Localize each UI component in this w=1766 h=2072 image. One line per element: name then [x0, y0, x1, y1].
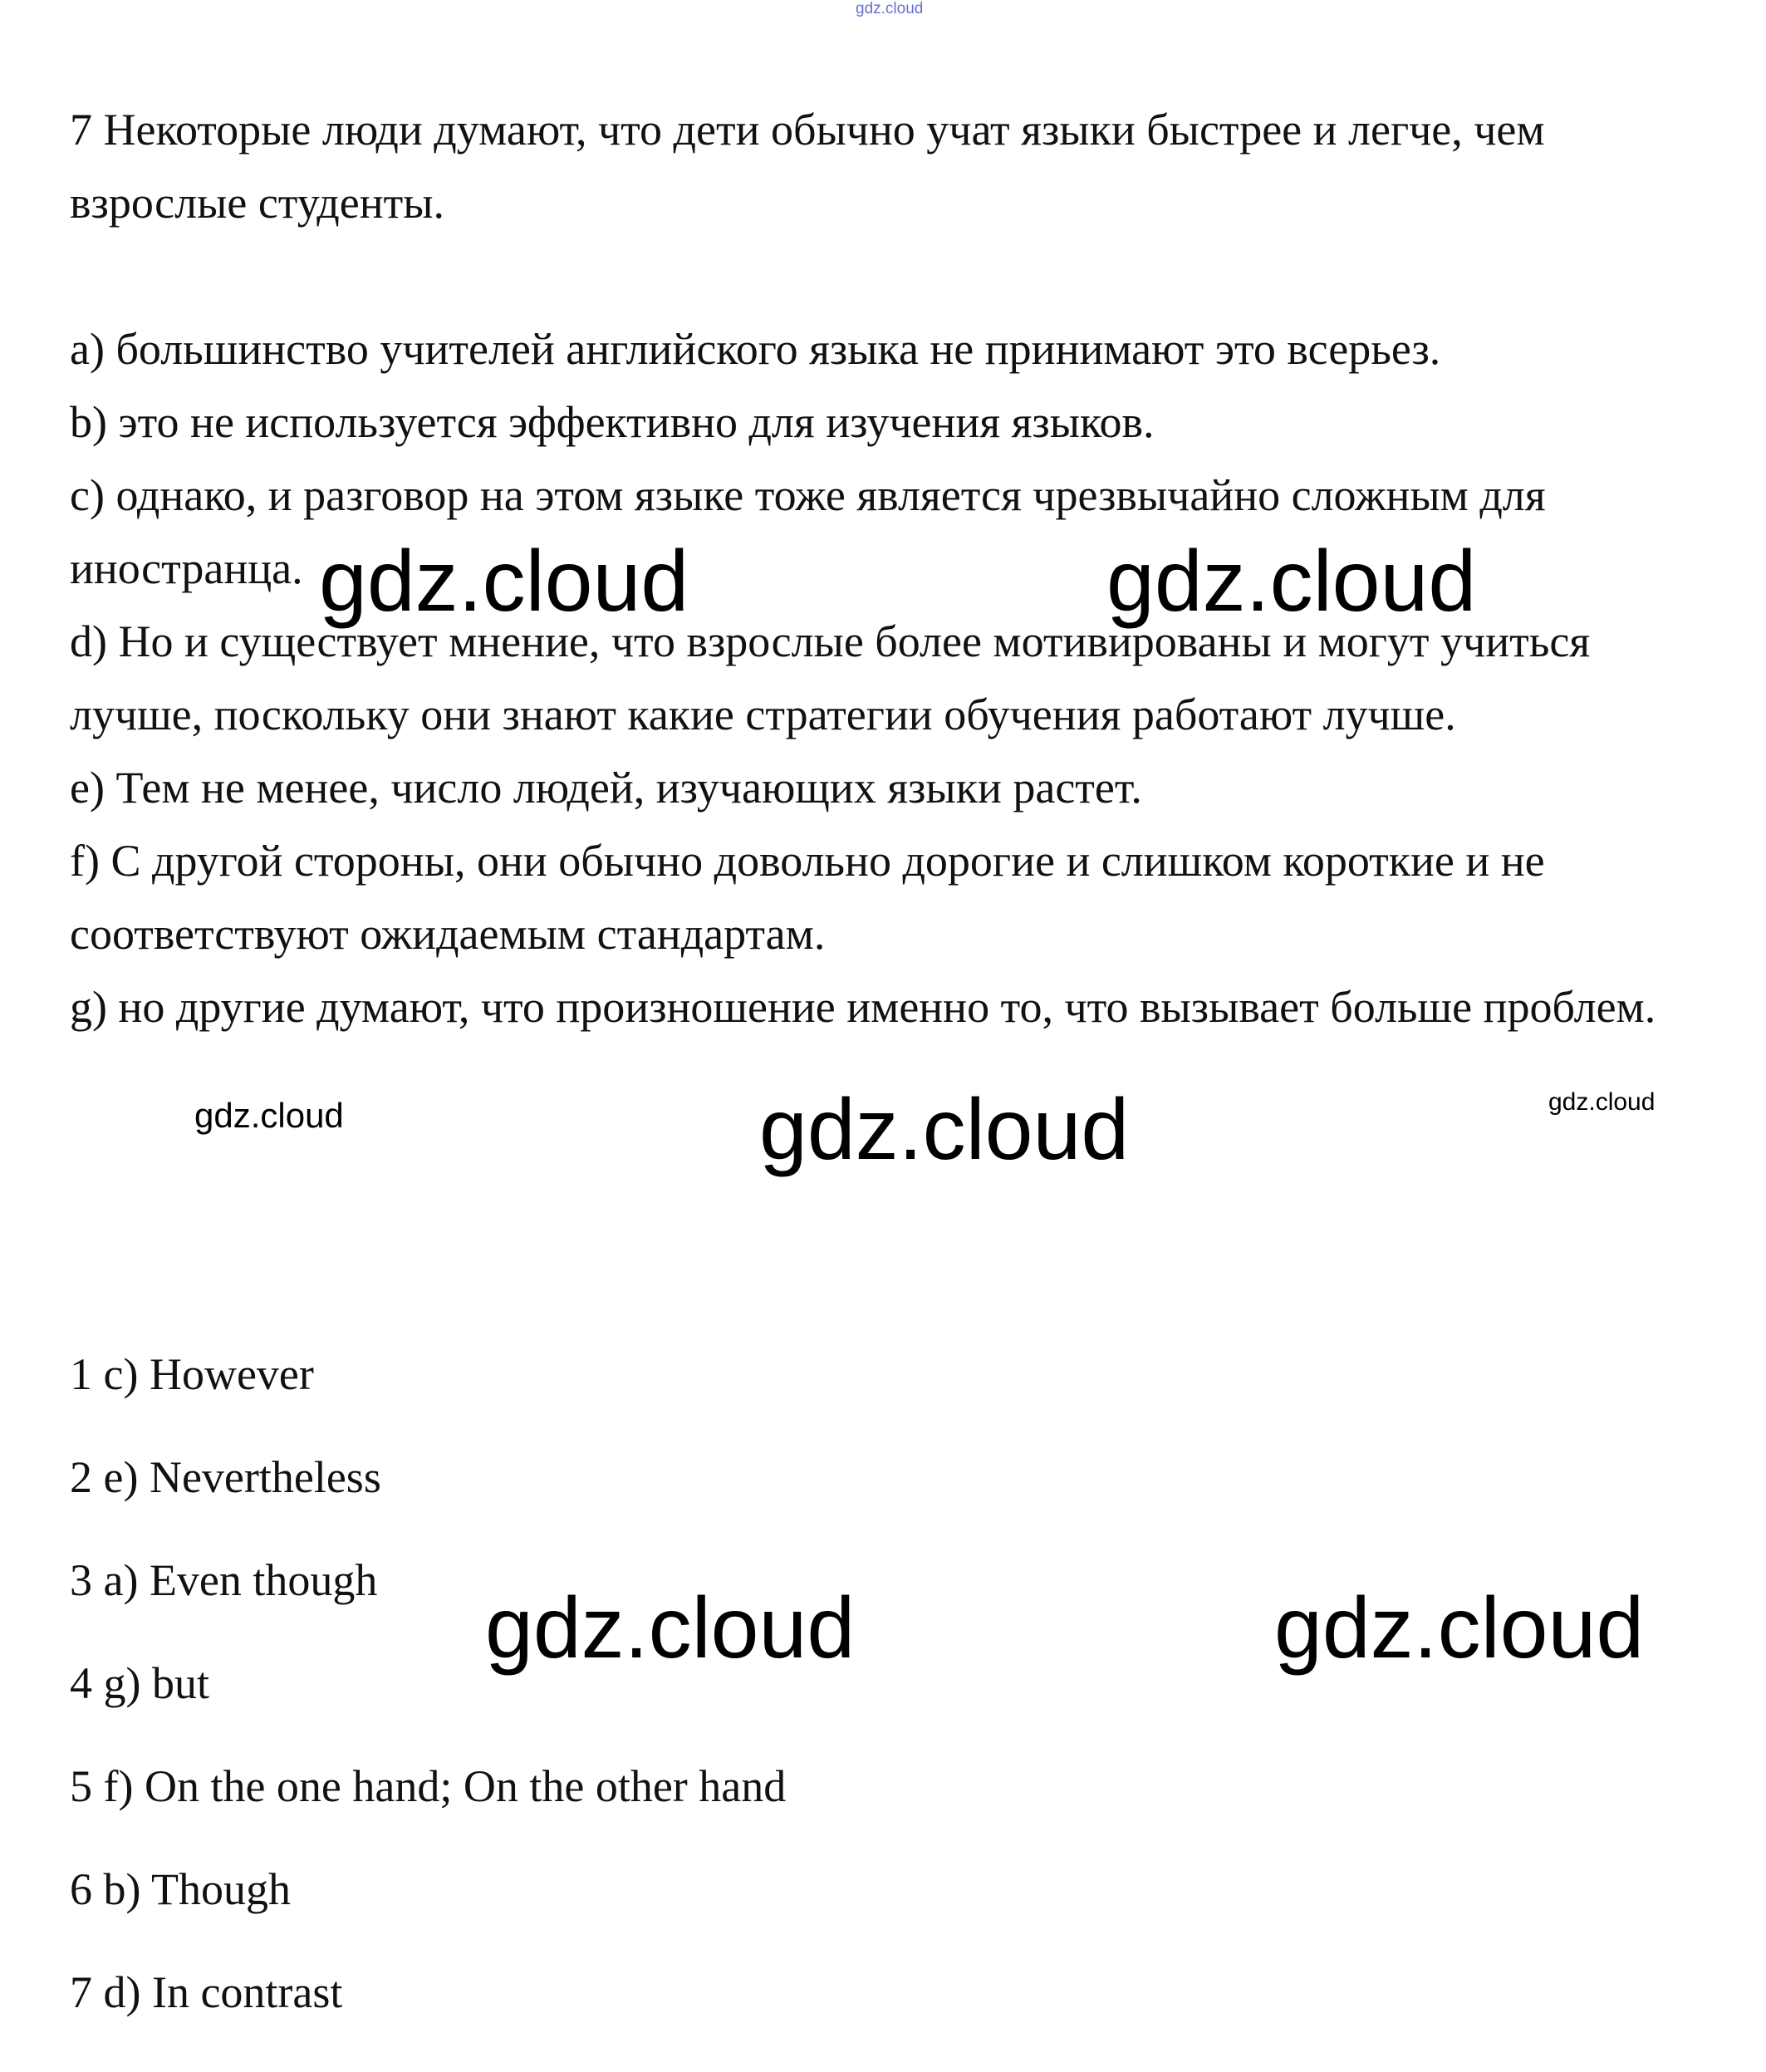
watermark-5: gdz.cloud: [1548, 1088, 1656, 1116]
header-watermark: gdz.cloud: [856, 0, 924, 17]
answer-5: 5 f) On the one hand; On the other hand: [70, 1761, 787, 1811]
answer-2: 2 e) Nevertheless: [70, 1452, 381, 1502]
watermark-7: gdz.cloud: [1274, 1580, 1645, 1677]
question-text: 7 Некоторые люди думают, что дети обычно учат языки быстрее и легче, чем взрослые студенты.: [70, 105, 1545, 228]
answer-6: 6 b) Though: [70, 1864, 291, 1914]
watermark-4: gdz.cloud: [759, 1082, 1130, 1178]
answer-7: 7 d) In contrast: [70, 1967, 343, 2017]
answer-1: 1 c) However: [70, 1349, 314, 1399]
watermark-3: gdz.cloud: [194, 1096, 344, 1135]
watermark-2: gdz.cloud: [1106, 533, 1477, 630]
option-c: c) однако, и разговор на этом языке тоже является чрезвычайно сложным для иностранца.: [70, 470, 1546, 593]
answer-4: 4 g) but: [70, 1658, 209, 1708]
option-d: d) Но и существует мнение, что взрослые более мотивированы и могут учиться лучше, поскольку они знают какие стратегии обучения работают лучше.: [70, 616, 1591, 739]
spacer: [70, 239, 1723, 312]
option-b: b) это не используется эффективно для изучения языков.: [70, 397, 1155, 447]
option-e: e) Тем не менее, число людей, изучающих языки растет.: [70, 763, 1142, 813]
answers-list: [70, 1323, 786, 2044]
watermark-1: gdz.cloud: [319, 533, 689, 630]
watermark-6: gdz.cloud: [485, 1580, 856, 1677]
option-g: g) но другие думают, что произношение именно то, что вызывает больше проблем.: [70, 982, 1656, 1032]
option-f: f) С другой стороны, они обычно довольно дорогие и слишком короткие и не соответствуют ожидаемым стандартам.: [70, 836, 1545, 959]
answer-3: 3 a) Even though: [70, 1555, 378, 1605]
option-a: a) большинство учителей английского языка не принимают это всерьез.: [70, 324, 1441, 374]
options-list: [70, 312, 1723, 1043]
